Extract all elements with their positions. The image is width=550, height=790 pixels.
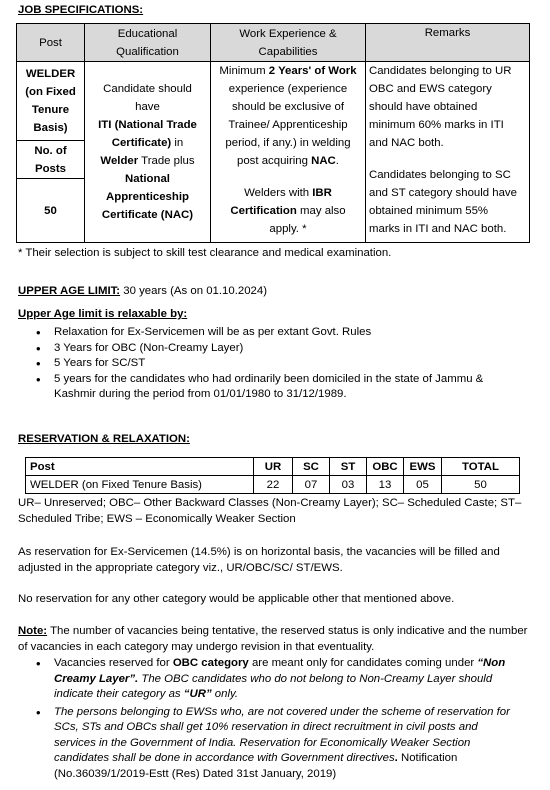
work-line: Welders with <box>244 187 313 199</box>
post-cell <box>17 62 85 141</box>
remarks-line: Candidates belonging to UR <box>369 65 512 77</box>
no-other-reservation-text: No reservation for any other category would be applicable other that mentioned above. <box>18 593 455 605</box>
remarks-line: should have obtained <box>369 101 478 113</box>
work-line: Trainee/ Apprenticeship <box>228 119 348 131</box>
edu-line-bold: National <box>125 173 170 185</box>
list-item: • 5 Years for SC/ST <box>34 356 514 372</box>
work-line: apply. * <box>269 223 307 235</box>
note-b2-text: Notification (No.36039/1/2019-Estt (Res) Dated 31st January, 2019) <box>54 752 458 780</box>
abbreviations-text: UR– Unreserved; OBC– Other Backward Classes (Non-Creamy Layer); SC– Scheduled Caste; ST–Scheduled Tribe; EWS – Economically Weaker Section <box>18 497 522 525</box>
res-header-sc: SC <box>293 458 330 476</box>
remarks-line: minimum 60% marks in ITI <box>369 119 504 131</box>
work-experience-cell <box>211 62 366 243</box>
header-post: Post <box>17 24 85 62</box>
res-cell-ur: 22 <box>254 476 293 494</box>
note-b1-bold-italic: “UR” <box>183 688 212 700</box>
no-of-posts-value: 50 <box>17 179 85 243</box>
work-line-bold: 2 Years' of Work <box>268 65 357 77</box>
res-header-total: TOTAL <box>442 458 520 476</box>
res-cell-ews: 05 <box>404 476 442 494</box>
note-list <box>34 656 520 782</box>
work-line: should be exclusive of <box>231 101 345 113</box>
list-item: • Relaxation for Ex-Servicemen will be as per extant Govt. Rules <box>34 325 514 341</box>
header-educational-qualification <box>85 24 211 62</box>
header-work-line-2: Capabilities <box>258 45 318 58</box>
post-line: WELDER <box>25 68 76 80</box>
res-cell-total: 50 <box>442 476 520 494</box>
work-line: . <box>335 155 339 167</box>
job-spec-table <box>16 23 530 243</box>
work-line: experience (experience <box>228 83 348 95</box>
note-b1-text: are meant only for candidates coming under <box>248 657 478 669</box>
res-header-ur: UR <box>254 458 293 476</box>
upper-age-limit-label: UPPER AGE LIMIT: <box>18 285 121 297</box>
list-item <box>34 656 520 703</box>
header-work-line-1: Work Experience & <box>239 27 337 40</box>
edu-line: Trade plus <box>138 155 195 167</box>
age-relaxation-heading: Upper Age limit is relaxable by: <box>18 308 188 320</box>
note-b1-bold: OBC category <box>172 657 249 669</box>
edu-line: Candidate should <box>103 83 192 95</box>
res-header-obc: OBC <box>367 458 404 476</box>
work-line-bold: NAC <box>311 155 336 167</box>
age-relaxation-list <box>34 325 514 403</box>
reservation-table <box>25 457 520 494</box>
work-line: may also <box>296 205 346 217</box>
job-spec-row-1 <box>17 62 530 141</box>
remarks-line: OBC and EWS category <box>369 83 492 95</box>
res-cell-post: WELDER (on Fixed Tenure Basis) <box>26 476 254 494</box>
post-line: Basis) <box>33 122 68 134</box>
no-of-posts-line: No. of <box>34 144 67 157</box>
note-paragraph <box>18 623 530 655</box>
post-line: Tenure <box>31 104 70 116</box>
selection-footnote: * Their selection is subject to skill test clearance and medical examination. <box>18 247 392 259</box>
header-edu-line-1: Educational <box>117 27 178 40</box>
table-row <box>26 476 520 494</box>
edu-line: in <box>171 137 184 149</box>
list-item <box>34 705 520 783</box>
reservation-heading: RESERVATION & RELAXATION: <box>18 433 190 445</box>
note-b2-bold: . <box>394 752 398 764</box>
remarks-line: obtained minimum 55% <box>369 205 489 217</box>
ex-servicemen-text: As reservation for Ex-Servicemen (14.5%) is on horizontal basis, the vacancies will be filled and adjusted in the appropriate category viz., UR/OBC/SC/ ST/EWS. <box>18 546 500 574</box>
header-remarks: Remarks <box>366 24 530 62</box>
note-b2-italic: The persons belonging to EWSs who, are not covered under the scheme of reservation for SCs, STs and OBCs shall get 10% reservation in direct recruitment in civil posts and services in the Government of India. Reservation for Economically Weaker Section candidates shall be done in accordance with Government directives <box>54 705 510 764</box>
no-of-posts-label-cell <box>17 141 85 179</box>
header-edu-line-2: Qualification <box>116 45 179 58</box>
note-b1-italic: only. <box>211 688 239 700</box>
res-header-st: ST <box>330 458 367 476</box>
education-cell <box>85 62 211 243</box>
edu-line: have <box>135 101 160 113</box>
edu-line-bold: Certificate) <box>111 137 172 149</box>
res-cell-sc: 07 <box>293 476 330 494</box>
res-cell-obc: 13 <box>367 476 404 494</box>
res-cell-st: 03 <box>330 476 367 494</box>
work-line: Minimum <box>219 65 269 77</box>
upper-age-limit-value: 30 years (As on 01.10.2024) <box>120 285 268 297</box>
edu-line-bold: Welder <box>100 155 139 167</box>
work-line: post acquiring <box>237 155 312 167</box>
note-b1-text: Vacancies reserved for <box>54 657 173 669</box>
header-work-experience <box>211 24 366 62</box>
remarks-line: marks in ITI and NAC both. <box>369 223 507 235</box>
no-of-posts-line: Posts <box>34 162 67 175</box>
note-text: The number of vacancies being tentative, the reserved status is only indicative and the number of vacancies in each category may undergo revision in that eventuality. <box>18 625 528 653</box>
work-line-bold: Certification <box>230 205 297 217</box>
note-b1-bold-italic: “Non Creamy Layer”. <box>54 657 506 685</box>
remarks-line: and NAC both. <box>369 137 444 149</box>
work-line: period, if any.) in welding <box>225 137 351 149</box>
list-item: • 5 years for the candidates who had ordinarily been domiciled in the state of Jammu & Kashmir during the period from 01/01/1980 to 31/12/1989. <box>34 372 514 403</box>
edu-line-bold: ITI (National Trade <box>98 119 197 131</box>
edu-line-bold: Certificate (NAC) <box>101 209 194 221</box>
res-header-ews: EWS <box>404 458 442 476</box>
job-spec-header-row <box>17 24 530 62</box>
remarks-cell <box>366 62 530 243</box>
reservation-header-row <box>26 458 520 476</box>
post-line: (on Fixed <box>25 86 76 98</box>
res-header-post: Post <box>26 458 254 476</box>
note-label: Note: <box>18 625 48 637</box>
remarks-line: Candidates belonging to SC <box>369 169 511 181</box>
upper-age-limit <box>18 285 267 297</box>
work-line-bold: IBR <box>312 187 332 199</box>
edu-line-bold: Apprenticeship <box>106 191 189 203</box>
list-item: • 3 Years for OBC (Non-Creamy Layer) <box>34 341 514 357</box>
job-specifications-heading: JOB SPECIFICATIONS: <box>18 4 144 16</box>
remarks-line: and ST category should have <box>369 187 517 199</box>
note-b1-italic: The OBC candidates who do not belong to Non-Creamy Layer should indicate their category as <box>54 672 493 700</box>
